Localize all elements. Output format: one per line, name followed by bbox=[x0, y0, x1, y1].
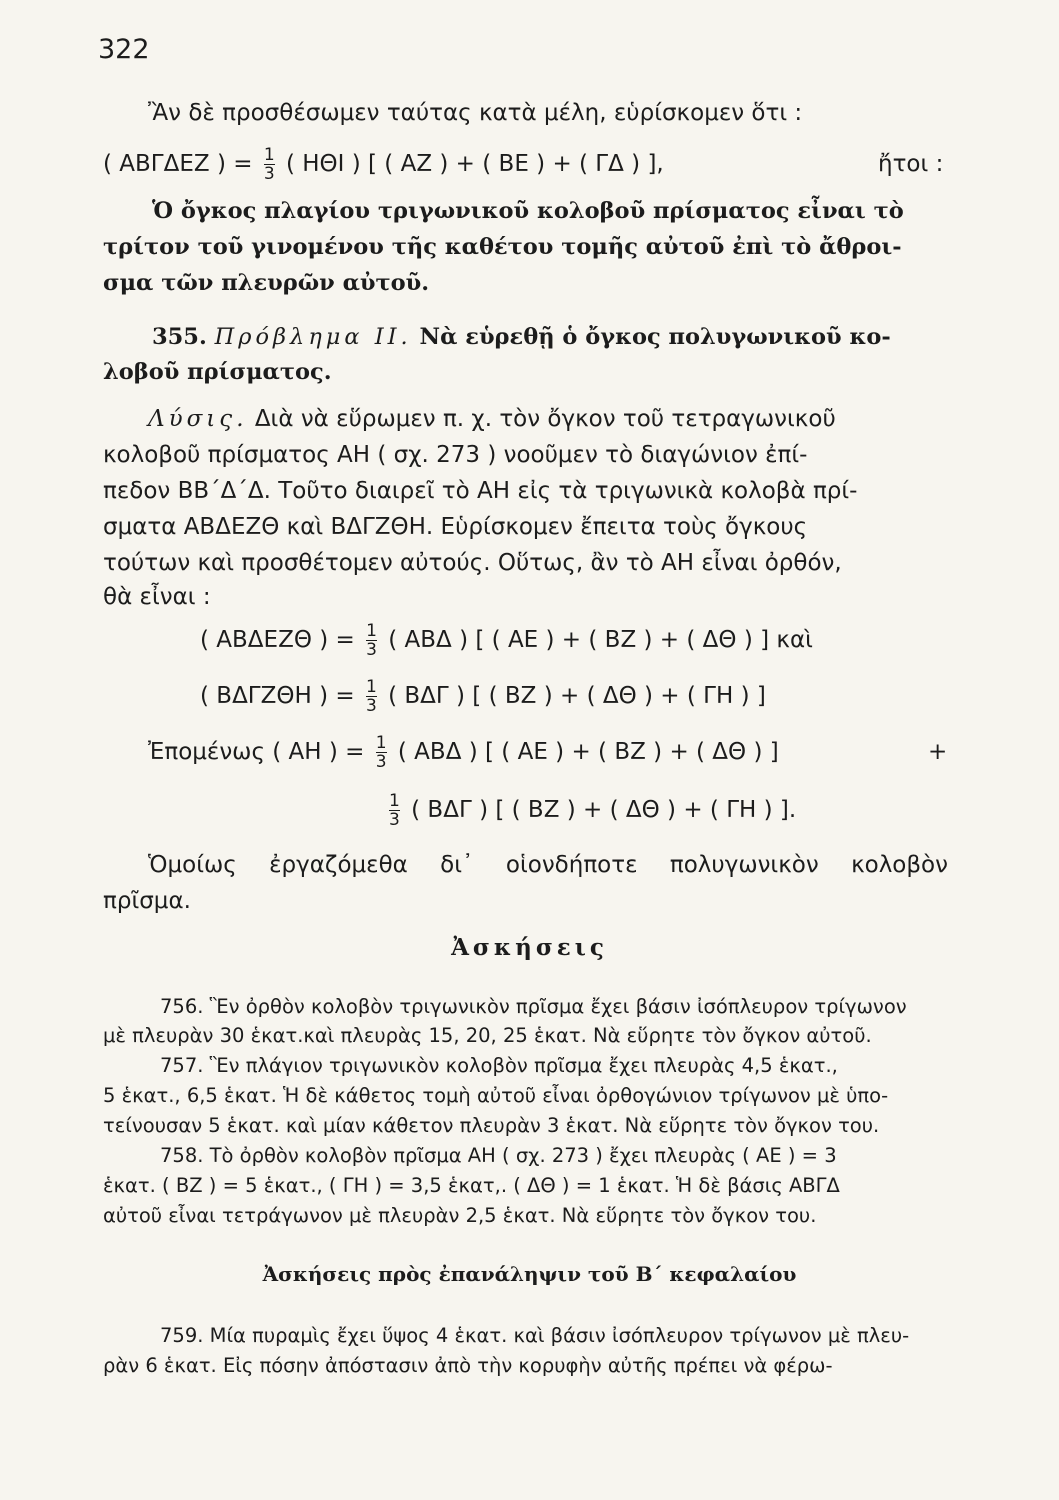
exercise-757-line-3: τείνουσαν 5 ἑκατ. καὶ μίαν κάθετον πλευρὰν 3 ἑκατ. Νὰ εὕρητε τὸν ὄγκον του. bbox=[103, 1114, 880, 1137]
word: κολοβὸν bbox=[851, 852, 948, 878]
review-heading: Ἀσκήσεις πρὸς ἐπανάληψιν τοῦ Β΄ κεφαλαίου bbox=[262, 1262, 797, 1286]
theorem-line-2: τρίτον τοῦ γινομένου τῆς καθέτου τομῆς αὐτοῦ ἐπὶ τὸ ἄθροι- bbox=[103, 234, 902, 260]
problem-title-2: λοβοῦ πρίσματος. bbox=[103, 359, 332, 385]
solution-label: Λύσις. bbox=[148, 406, 248, 432]
problem-heading bbox=[152, 322, 948, 352]
word: πολυγωνικὸν bbox=[669, 852, 819, 878]
theorem-line-3: σμα τῶν πλευρῶν αὐτοῦ. bbox=[103, 270, 430, 296]
problem-title-1: Νὰ εὑρεθῇ ὁ ὄγκος πολυγωνικοῦ κο- bbox=[419, 324, 891, 350]
formula-4: Ἐπομένως ( ΑΗ ) = $\frac{1}{3}$ ( ΑΒΔ ) [ ( ΑΕ ) + ( ΒΖ ) + ( ΔΘ ) ] bbox=[148, 732, 779, 772]
exercise-759-line-1: 759. Μία πυραμὶς ἔχει ὕψος 4 ἑκατ. καὶ βάσιν ἰσόπλευρον τρίγωνον μὲ πλευ- bbox=[160, 1324, 910, 1347]
problem-number: 355. bbox=[152, 324, 207, 350]
formula-1-rhs: ( ΗΘΙ ) [ ( ΑΖ ) + ( ΒΕ ) + ( ΓΔ ) ], bbox=[285, 151, 664, 177]
fraction: $\frac{1}{3}$ bbox=[263, 144, 275, 184]
closing-line-2: πρῖσμα. bbox=[103, 888, 191, 914]
solution-line-3: πεδον ΒΒ΄Δ΄Δ. Τοῦτο διαιρεῖ τὸ ΑΗ εἰς τὰ τριγωνικὰ κολοβὰ πρί- bbox=[103, 478, 858, 504]
formula-1-lhs: ( ΑΒΓΔΕΖ ) = bbox=[103, 151, 253, 177]
problem-label: Πρόβλημα II. bbox=[214, 324, 412, 350]
solution-line-6: θὰ εἶναι : bbox=[103, 584, 211, 610]
formula-2: ( ΑΒΔΕΖΘ ) = $\frac{1}{3}$ ( ΑΒΔ ) [ ( ΑΕ ) + ( ΒΖ ) + ( ΔΘ ) ] καὶ bbox=[200, 620, 813, 660]
exercise-758-line-1: 758. Τὸ ὀρθὸν κολοβὸν πρῖσμα ΑΗ ( σχ. 273 ) ἔχει πλευρὰς ( ΑΕ ) = 3 bbox=[160, 1144, 837, 1167]
exercise-758-line-2: ἑκατ. ( ΒΖ ) = 5 ἑκατ., ( ΓΗ ) = 3,5 ἑκατ,. ( ΔΘ ) = 1 ἑκατ. Ἡ δὲ βάσις ΑΒΓΔ bbox=[103, 1174, 840, 1197]
exercise-756-line-1: 756. Ἓν ὀρθὸν κολοβὸν τριγωνικὸν πρῖσμα ἔχει βάσιν ἰσόπλευρον τρίγωνον bbox=[160, 995, 907, 1018]
page-number: 322 bbox=[98, 34, 150, 65]
fraction: $\frac{1}{3}$ bbox=[366, 620, 377, 660]
fraction: $\frac{1}{3}$ bbox=[375, 732, 387, 772]
formula-3: ( ΒΔΓΖΘΗ ) = $\frac{1}{3}$ ( ΒΔΓ ) [ ( ΒΖ ) + ( ΔΘ ) + ( ΓΗ ) ] bbox=[200, 676, 766, 716]
formula-4-plus: + bbox=[928, 739, 948, 765]
exercise-758-line-3: αὐτοῦ εἶναι τετράγωνον μὲ πλευρὰν 2,5 ἑκατ. Νὰ εὕρητε τὸν ὄγκον του. bbox=[103, 1204, 817, 1227]
word: ἐργαζόμεθα bbox=[269, 852, 408, 878]
formula-1 bbox=[103, 144, 664, 184]
formula-1-tail: ἤτοι : bbox=[878, 151, 944, 177]
solution-line-5: τούτων καὶ προσθέτομεν αὐτούς. Οὕτως, ἂν τὸ ΑΗ εἶναι ὀρθόν, bbox=[103, 550, 842, 576]
word: δι᾽ bbox=[440, 852, 474, 878]
exercises-heading: Ἀσκήσεις bbox=[451, 934, 608, 961]
fraction: $\frac{1}{3}$ bbox=[389, 790, 400, 830]
closing-line-1 bbox=[148, 850, 948, 880]
exercise-757-line-2: 5 ἑκατ., 6,5 ἑκατ. Ἡ δὲ κάθετος τομὴ αὐτοῦ εἶναι ὀρθογώνιον τρίγωνον μὲ ὑπο- bbox=[103, 1084, 889, 1107]
solution-line-1: Λύσις. Διὰ νὰ εὕρωμεν π. χ. τὸν ὄγκον τοῦ τετραγωνικοῦ bbox=[148, 406, 836, 432]
exercise-757-line-1: 757. Ἓν πλάγιον τριγωνικὸν κολοβὸν πρῖσμα ἔχει πλευρὰς 4,5 ἑκατ., bbox=[160, 1054, 838, 1077]
theorem-line-1: Ὁ ὄγκος πλαγίου τριγωνικοῦ κολοβοῦ πρίσματος εἶναι τὸ bbox=[152, 198, 904, 224]
fraction: $\frac{1}{3}$ bbox=[365, 676, 377, 716]
solution-line-2: κολοβοῦ πρίσματος ΑΗ ( σχ. 273 ) νοοῦμεν τὸ διαγώνιον ἐπί- bbox=[103, 442, 808, 468]
word: Ὁμοίως bbox=[148, 852, 237, 878]
exercise-759-line-2: ρὰν 6 ἑκατ. Εἰς πόσην ἀπόστασιν ἀπὸ τὴν κορυφὴν αὐτῆς πρέπει νὰ φέρω- bbox=[103, 1354, 833, 1377]
solution-line-4: σματα ΑΒΔΕΖΘ καὶ ΒΔΓΖΘΗ. Εὑρίσκομεν ἔπειτα τοὺς ὄγκους bbox=[103, 514, 808, 540]
formula-5: $\frac{1}{3}$ ( ΒΔΓ ) [ ( ΒΖ ) + ( ΔΘ ) + ( ΓΗ ) ]. bbox=[389, 790, 797, 830]
word: οἱονδήποτε bbox=[505, 852, 638, 878]
exercise-756-line-2: μὲ πλευρὰν 30 ἑκατ.καὶ πλευρὰς 15, 20, 25 ἑκατ. Νὰ εὕρητε τὸν ὄγκον αὐτοῦ. bbox=[103, 1024, 872, 1047]
intro-line: Ἂν δὲ προσθέσωμεν ταύτας κατὰ μέλη, εὑρίσκομεν ὅτι : bbox=[148, 100, 803, 126]
